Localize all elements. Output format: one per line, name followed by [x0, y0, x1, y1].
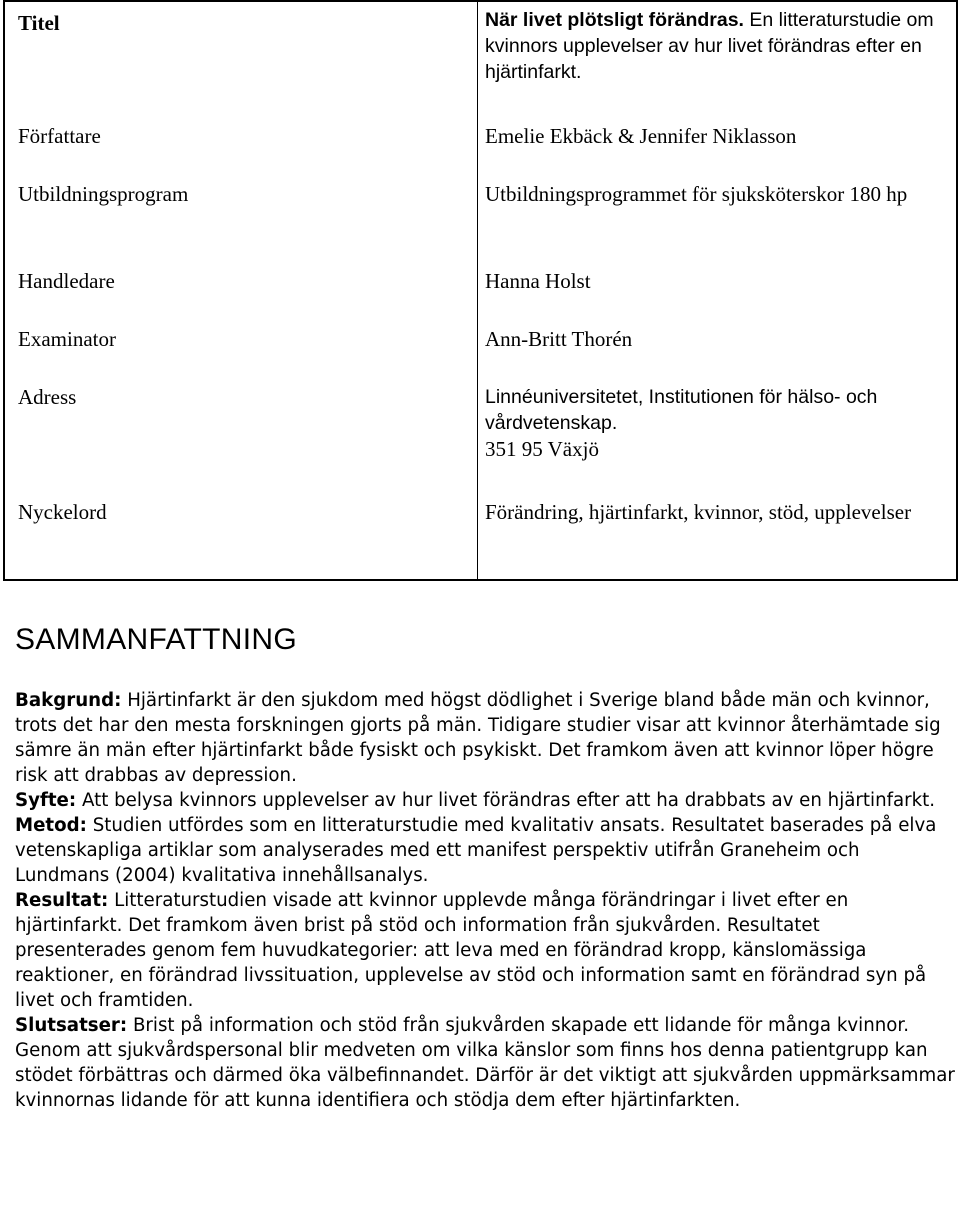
summary-section-results	[15, 888, 955, 1013]
value-title-main: När livet plötsligt förändras.	[485, 9, 744, 31]
summary-section-aim	[15, 788, 955, 813]
value-address	[485, 384, 955, 462]
metadata-values-column	[478, 1, 958, 580]
section-text: Hjärtinfarkt är den sjukdom med högst dödlighet i Sverige bland både män och kvinnor, trots det har den mesta forskningen gjorts på män. Tidigare studier visar att kvinnor återhämtade sig sämre än män efter hjärtinfarkt både fysiskt och psykiskt. Det framkom även att kvinnor löper högre risk att drabbas av depression.	[15, 690, 941, 786]
summary-section-method	[15, 813, 955, 888]
section-key: Metod:	[15, 815, 87, 836]
summary-heading: SAMMANFATTNING	[15, 623, 297, 656]
summary-section-background	[15, 688, 955, 788]
section-key: Resultat:	[15, 890, 109, 911]
value-examiner: Ann-Britt Thorén	[485, 327, 633, 351]
label-authors: Författare	[18, 124, 101, 148]
section-text: Studien utfördes som en litteraturstudie med kvalitativ ansats. Resultatet baserades på elva vetenskapliga artiklar som analyserades med ett manifest perspektiv utifrån Graneheim och Lundmans (2004) kvalitativa innehållsanalys.	[15, 815, 937, 886]
value-title	[485, 7, 955, 85]
metadata-table	[3, 0, 958, 581]
summary-section-conclusions	[15, 1013, 955, 1113]
value-authors: Emelie Ekbäck & Jennifer Niklasson	[485, 124, 797, 148]
label-address: Adress	[18, 385, 77, 409]
section-key: Bakgrund:	[15, 690, 122, 711]
metadata-labels-column	[4, 1, 478, 580]
value-address-line1: Linnéuniversitetet, Institutionen för hälso- och vårdvetenskap.	[485, 386, 878, 434]
section-text: Litteraturstudien visade att kvinnor upplevde många förändringar i livet efter en hjärtinfarkt. Det framkom även brist på stöd och information från sjukvården. Resultatet presenterades genom fem huvudkategorier: att leva med en förändrad kropp, känslomässiga reaktioner, en förändrad livssituation, upplevelse av stöd och information samt en förändrad syn på livet och framtiden.	[15, 890, 927, 1011]
value-keywords: Förändring, hjärtinfarkt, kvinnor, stöd, upplevelser	[485, 500, 912, 524]
label-keywords: Nyckelord	[18, 500, 107, 524]
label-title: Titel	[18, 11, 60, 35]
label-program: Utbildningsprogram	[18, 182, 189, 206]
section-key: Syfte:	[15, 790, 77, 811]
section-key: Slutsatser:	[15, 1015, 128, 1036]
label-supervisor: Handledare	[18, 269, 115, 293]
label-examiner: Examinator	[18, 327, 116, 351]
value-address-line2: 351 95 Växjö	[485, 437, 599, 461]
section-text: Brist på information och stöd från sjukvården skapade ett lidande för många kvinnor. Genom att sjukvårdspersonal blir medveten om vilka känslor som finns hos denna patientgrupp kan stödet förbättras och därmed öka välbefinnandet. Därför är det viktigt att sjukvården uppmärksammar kvinnornas lidande för att kunna identifiera och stödja dem efter hjärtinfarkten.	[15, 1015, 955, 1111]
summary-body	[15, 688, 955, 1113]
section-text: Att belysa kvinnors upplevelser av hur livet förändras efter att ha drabbats av en hjärtinfarkt.	[76, 790, 936, 811]
value-title-subtitle: En litteraturstudie om kvinnors upplevelser av hur livet förändras efter en hjärtinfarkt.	[485, 9, 934, 83]
value-supervisor: Hanna Holst	[485, 269, 591, 293]
value-program: Utbildningsprogrammet för sjuksköterskor 180 hp	[485, 182, 908, 206]
